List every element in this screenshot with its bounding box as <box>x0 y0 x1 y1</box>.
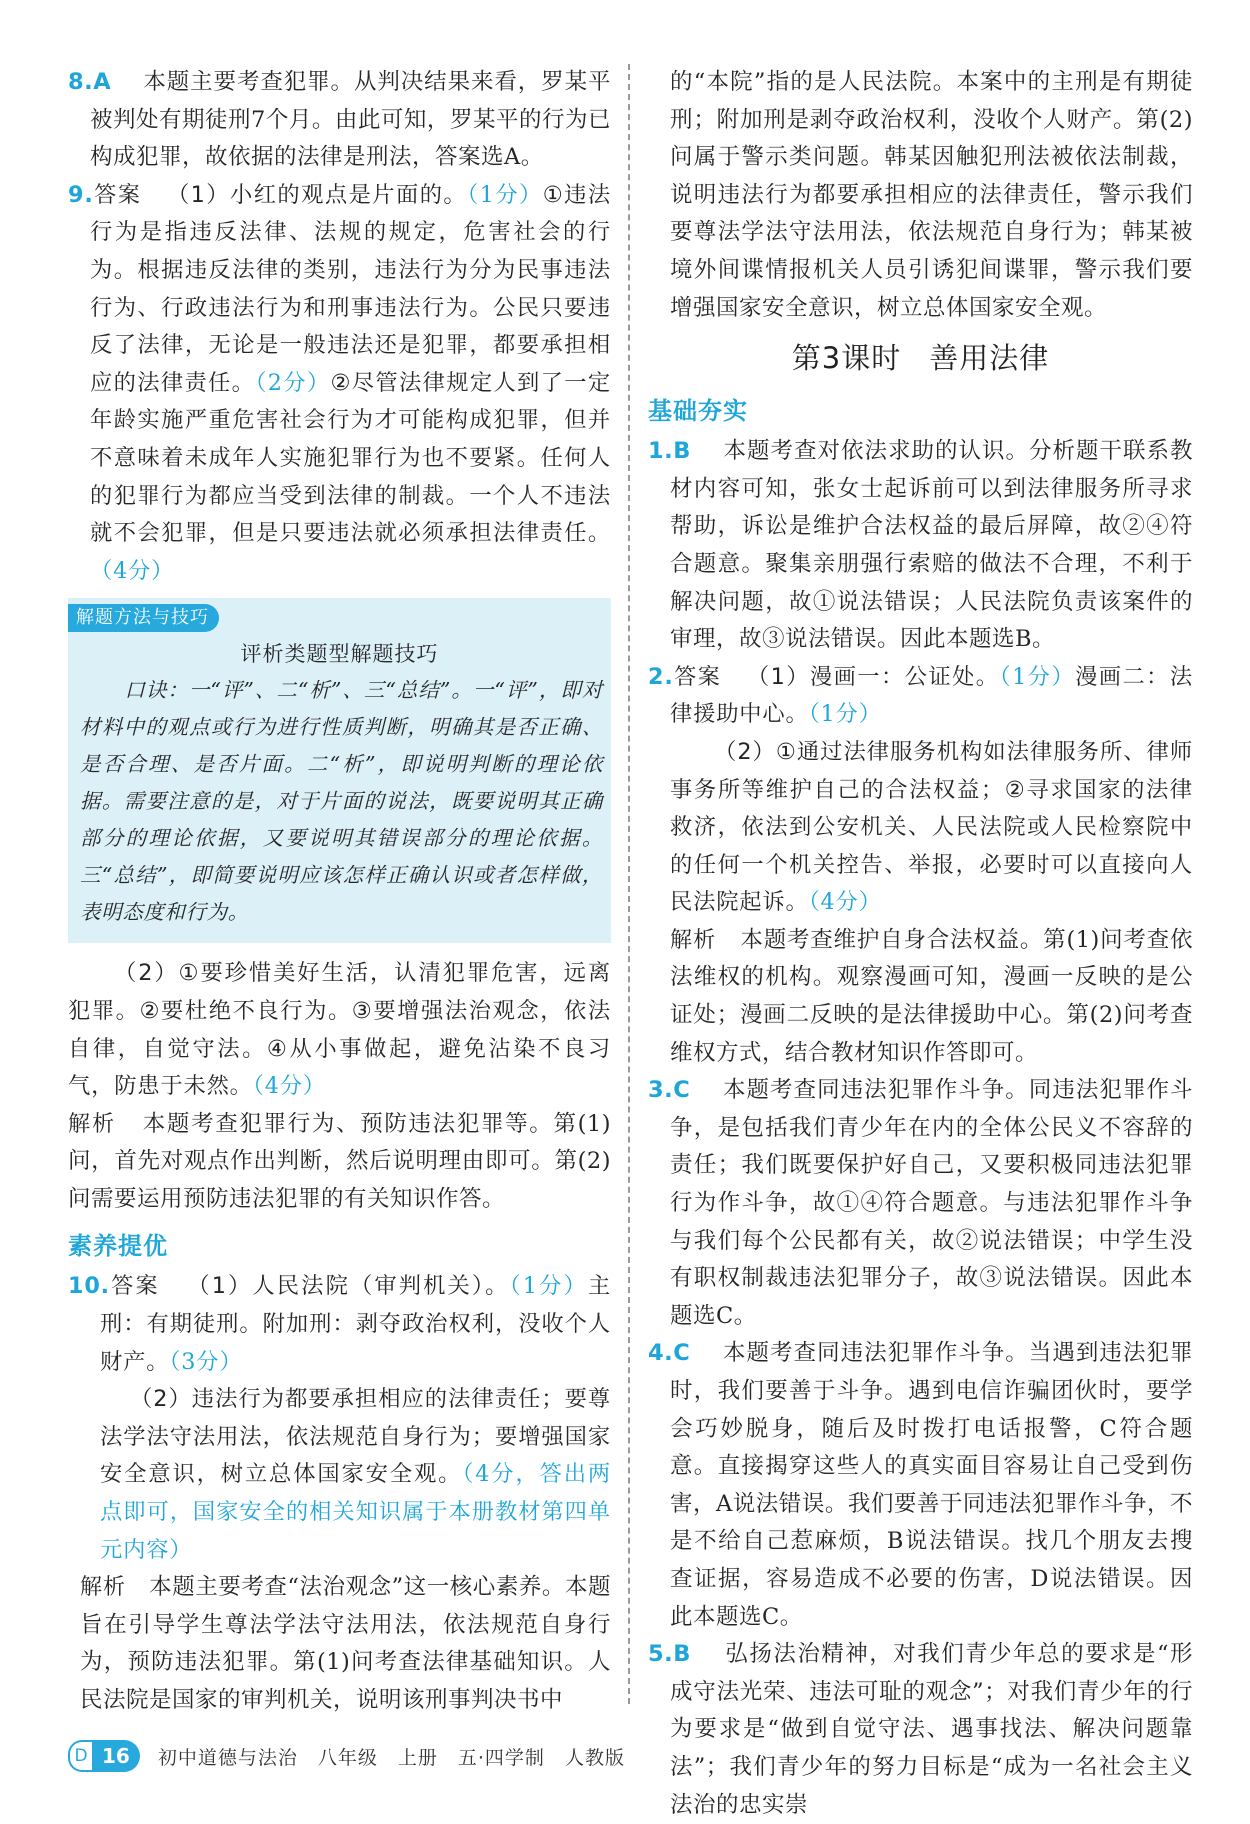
question-number: 10. <box>68 1273 110 1300</box>
analysis-tag: 解析 <box>80 1575 127 1601</box>
answer-4 <box>648 1335 1193 1636</box>
analysis-2-text: 本题考查维护自身合法权益。第(1)问考查依法维权的机构。观察漫画可知，漫画一反映的是公证处；漫画二反映的是法律援助中心。第(2)问考查维权方式，结合教材知识作答即可。 <box>670 926 1193 1066</box>
score-note: （1分） <box>467 181 543 208</box>
book-volume: 上册 <box>397 1746 438 1769</box>
question-number: 8.A <box>68 69 112 95</box>
question-number: 3.C <box>648 1077 691 1104</box>
score-note: （4分，答出两点即可，国家安全的相关知识属于本册教材第四单元内容） <box>100 1461 611 1563</box>
section-heading: 基础夯实 <box>648 397 748 426</box>
answer-9-point2: ②尽管法律规定人到了一定年龄实施严重危害社会行为才可能构成犯罪，但并不意味着未成年人实施犯罪行为也不要紧。任何人的犯罪行为都应当受到法律的制裁。一个人不违法就不会犯罪，但是只要违法就必须承担法律责任。 <box>90 369 611 547</box>
answer-tag: 答案 <box>673 664 722 690</box>
left-column <box>68 64 611 1720</box>
answer-4-text: 本题考查同违法犯罪作斗争。当遇到违法犯罪时，我们要善于斗争。遇到电信诈骗团伙时，要学会巧妙脱身，随后及时拨打电话报警，C符合题意。直接揭穿这些人的真实面目容易让自己受到伤害，A说法错误。我们要善于同违法犯罪作斗争，不是不给自己惹麻烦，B说法错误。找几个朋友去搜查证据，容易造成不必要的伤害，D说法错误。因此本题选C。 <box>670 1340 1193 1630</box>
answer-10-part2: （2）违法行为都要承担相应的法律责任；要尊法学法守法用法，依法规范自身行为；要增强国家安全意识，树立总体国家安全观。 <box>100 1386 611 1488</box>
page-number: 16 <box>92 1740 140 1772</box>
answer-9-point1: ①违法行为是指违反法律、法规的规定，危害社会的行为。根据违反法律的类别，违法行为分为民事违法行为、行政违法行为和刑事违法行为。公民只要违反了法律，无论是一般违法还是犯罪，都要承担相应的法律责任。 <box>90 181 611 396</box>
score-note: （1分） <box>509 1273 588 1300</box>
tip-title: 评析类题型解题技巧 <box>240 642 439 667</box>
answer-8 <box>68 64 611 177</box>
lesson-name: 善用法律 <box>929 341 1050 376</box>
book-system: 五·四学制 <box>457 1746 545 1769</box>
answer-10-penalty: 主刑：有期徒刑。附加刑：剥夺政治权利，没收个人财产。 <box>100 1273 611 1375</box>
answer-2-part2: （2）①通过法律服务机构如法律服务所、律师事务所等维护自己的合法权益；②寻求国家的法律救济，依法到公安机关、人民法院或人民检察院中的任何一个机关控告、举报，必要时可以直接向人民法院起诉。 <box>670 738 1193 916</box>
score-note: （1分） <box>808 701 882 728</box>
answer-9 <box>68 177 611 1219</box>
answer-9-part1: （1）小红的观点是片面的。 <box>166 181 468 208</box>
analysis-tag: 解析 <box>68 1111 117 1137</box>
book-subject: 初中道德与法治 <box>157 1746 298 1769</box>
answer-1-text: 本题考查对依法求助的认识。分析题干联系教材内容可知，张女士起诉前可以到法律服务所寻求帮助，诉讼是维护合法权益的最后屏障，故②④符合题意。聚集亲朋强行索赔的做法不合理，不利于解决问题，故①说法错误；人民法院负责该案件的审理，故③说法错误。因此本题选B。 <box>670 438 1193 653</box>
score-note: （3分） <box>169 1348 243 1375</box>
analysis-tag: 解析 <box>670 927 717 953</box>
score-note: （4分） <box>252 1073 326 1100</box>
score-note: （4分） <box>90 557 175 584</box>
book-edition: 人教版 <box>564 1746 625 1769</box>
book-grade: 八年级 <box>317 1746 378 1769</box>
right-column <box>648 64 1193 1824</box>
answer-9-part2: （2）①要珍惜美好生活，认清犯罪危害，远离犯罪。②要杜绝不良行为。③要增强法治观念，依法自律，自觉守法。④从小事做起，避免沾染不良习气，防患于未然。 <box>68 960 611 1100</box>
answer-8-text: 本题主要考查犯罪。从判决结果来看，罗某平被判处有期徒刑7个月。由此可知，罗某平的行为已构成犯罪，故依据的法律是刑法，答案选A。 <box>90 69 611 171</box>
tip-label: 解题方法与技巧 <box>68 604 219 632</box>
answer-2-part1: （1）漫画一：公证处。 <box>746 663 1000 690</box>
score-note: （1分） <box>999 663 1076 690</box>
answer-3-text: 本题考查同违法犯罪作斗争。同违法犯罪作斗争，是包括我们青少年在内的全体公民义不容辞的责任；我们既要保护好自己，又要积极同违法犯罪行为作斗争，故①④符合题意。与违法犯罪作斗争与我们每个公民都有关，故②说法错误；中学生没有职权制裁违法犯罪分子，故③说法错误。因此本题选C。 <box>670 1077 1193 1329</box>
lesson-title <box>648 327 1193 389</box>
answer-2 <box>648 659 1193 1073</box>
answer-3 <box>648 1072 1193 1335</box>
answer-tag: 答案 <box>93 182 142 208</box>
tip-text: 口诀：一“评”、二“析”、三“总结”。一“评”，即对材料中的观点或行为进行性质判断，明确其是否正确、是否合理、是否片面。二“析”，即说明判断的理论依据。需要注意的是，对于片面的说法，既要说明其正确部分的理论依据，又要说明其错误部分的理论依据。三“总结”，即简要说明应该怎样正确认识或者怎样做，表明态度和行为。 <box>80 678 603 925</box>
question-number: 2. <box>648 663 674 690</box>
answer-5 <box>648 1636 1193 1824</box>
question-number: 5.B <box>648 1641 691 1668</box>
column-divider <box>628 64 630 1704</box>
answer-10 <box>68 1268 611 1719</box>
question-number: 9. <box>68 181 94 208</box>
page-footer <box>68 1736 645 1776</box>
answer-2-comic2: 漫画二：法律援助中心。 <box>670 663 1193 728</box>
answer-5-text: 弘扬法治精神，对我们青少年总的要求是“形成守法光荣、违法可耻的观念”；对我们青少年的行为要求是“做到自觉守法、遇事找法、解决问题靠法”；我们青少年的努力目标是“成为一名社会主义法治的忠实崇 <box>670 1641 1193 1818</box>
tip-box <box>68 598 611 943</box>
answer-tag: 答案 <box>109 1274 160 1300</box>
lesson-number: 第3课时 <box>791 341 902 376</box>
analysis-10-continued: 的“本院”指的是人民法院。本案中的主刑是有期徒刑；附加刑是剥夺政治权利，没收个人财产。第(2)问属于警示类问题。韩某因触犯刑法被依法制裁，说明违法行为都要承担相应的法律责任，警示我们要尊法学法守法用法，依法规范自身行为；韩某被境外间谍情报机关人员引诱犯间谍罪，警示我们要增强国家安全意识，树立总体国家安全观。 <box>670 69 1193 321</box>
score-note: （4分） <box>808 889 882 916</box>
question-number: 4.C <box>648 1340 691 1367</box>
book-info <box>158 1743 645 1770</box>
question-number: 1.B <box>648 438 691 465</box>
section-heading: 素养提优 <box>68 1232 168 1261</box>
score-note: （2分） <box>255 369 331 396</box>
answer-1 <box>648 433 1193 659</box>
answer-10-part1: （1）人民法院（审判机关）。 <box>187 1273 510 1300</box>
analysis-10-text: 本题主要考查“法治观念”这一核心素养。本题旨在引导学生尊法学法守法用法，依法规范自身行为，预防违法犯罪。第(1)问考查法律基础知识。人民法院是国家的审判机关，说明该刑事判决书中 <box>80 1574 611 1713</box>
analysis-9-text: 本题考查犯罪行为、预防违法犯罪等。第(1)问，首先对观点作出判断，然后说明理由即可。第(2)问需要运用预防违法犯罪的有关知识作答。 <box>68 1110 611 1212</box>
footer-badge-letter: D <box>68 1740 92 1772</box>
